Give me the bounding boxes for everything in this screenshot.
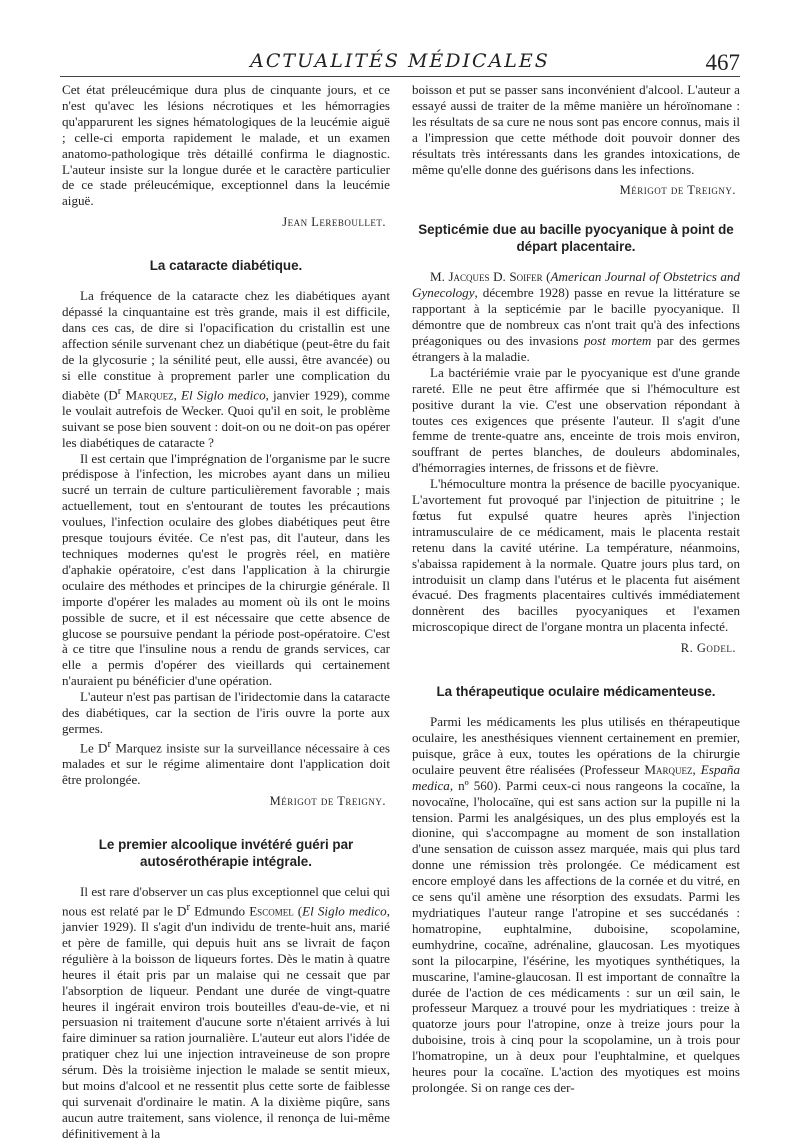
septicemie-paragraph-1: M. Jacques D. Soifer (American Journal of Obstetrics and Gynecology, décembre 1928) passe en revue la littérature se rapportant à la septicémie par le bacille pyocyanique. Il démontre que de nombreux cas n'ont trait qu'à des infections préagoniques ou des invasions post mortem par des germes étrangers à la maladie. [412, 269, 740, 364]
cataracte-signature: Mérigot de Treigny. [269, 793, 386, 808]
septicemie-paragraph-2: La bactériémie vraie par le pyocyanique est d'une grande rareté. Elle ne peut être affirmée que si l'hémoculture est positive durant la vie. C'est une observation répondant à toutes ces exigences que présente l'auteur. Il s'agit d'une femme de trente-quatre ans, enceinte de trois mois environ, souffrant de pertes blanches, de douleurs abdominales, d'hémorragies internes, de frissons et de fièvre. [412, 364, 740, 476]
left-column [62, 82, 390, 1142]
page-number: 467 [705, 50, 740, 75]
intro-paragraph: Cet état préleucémique dura plus de cinquante jours, et ce n'est qu'avec les lésions nécrotiques et les hémorragies qu'apparurent les signes hématologiques de la leucémie aiguë ; celle-ci emporta rapidement le malade, et un examen anatomo-pathologique très détaillé confirma le diagnostic. L'auteur insiste sur la longue durée et le caractère particulier de ce stade préleucémique, exceptionnel dans la leucémie aiguë. [62, 82, 390, 209]
cataracte-paragraph-3: L'auteur n'est pas partisan de l'iridectomie dans la cataracte des diabétiques, car la section de l'iris ouvre la porte aux germes. [62, 689, 390, 736]
cataracte-paragraph-1: La fréquence de la cataracte chez les diabétiques ayant dépassé la cinquantaine est très grande, mais il est difficile, dans ces cas, de dire si l'opacification du cristallin est une affection sénile survenant chez un diabétique (peut-être du fait de la glycosurie ; la sénilité peut, elle aussi, être avancée) ou si elle constitue à proprement parler une complication du diabète ($D^r$ Marquez, El Siglo medico, janvier 1929), comme le voulait autrefois de Wecker. Quoi qu'il en soit, le problème suivant se pose bien souvent : doit-on ou ne doit-on pas opérer les diabétiques de cataracte ? [62, 288, 390, 450]
running-head [60, 50, 740, 77]
heading-alcoolique: Le premier alcoolique invétéré guéri par autosérothérapie intégrale. [98, 836, 354, 869]
heading-cataracte: La cataracte diabétique. [149, 258, 303, 274]
septicemie-signature: R. Godel. [680, 641, 736, 656]
intro-signature: Jean Lereboullet. [282, 215, 386, 230]
cataracte-paragraph-2: Il est certain que l'imprégnation de l'organisme par le sucre prédispose à l'infection, les microbes ayant dans un milieu sucré un terrain de culture particulièrement favorable ; mais actuellement, tout en s'entourant de toutes les précautions voulues, l'infection oculaire des globes diabétiques peut être presque toujours évitée. Ce n'est pas, dit l'auteur, dans les techniques modernes qu'est le progrès réel, en matière d'aphakie opératoire, c'est dans l'application à la chirurgie oculaire des méthodes et principes de la chirurgie générale. Il importe d'opérer les malades au moment où ils ont le moins possible de sucre, et il est nécessaire que cette absence de glucose se poursuive pendant la période post-opératoire. C'est à ce titre que l'insuline nous a rendu de grands services, car elle a permis d'opérer des vieillards qui certainement n'auraient pu bénéficier d'une opération. [62, 450, 390, 689]
cataracte-paragraph-4: Le $D^r$ Marquez insiste sur la surveillance nécessaire à ces malades et sur le régime alimentaire dont l'application doit être prolongée. [62, 737, 390, 788]
septicemie-paragraph-3: L'hémoculture montra la présence de bacille pyocyanique. L'avortement fut provoqué par l'injection de pituitrine ; le fœtus fut expulsé quatre heures après l'injection intramusculaire de ce médicament, mais le placenta restait retenu dans la cavité utérine. La température, néanmoins, s'abaissa rapidement à la normale. Quatre jours plus tard, on introduisit un clamp dans l'utérus et le placenta fut aisément évacué. Des fragments placentaires cultivés immédiatement donnèrent des bacilles pyocyaniques et l'examen microscopique direct de l'organe montra un placenta infecté. [412, 476, 740, 635]
continued-signature: Mérigot de Treigny. [619, 183, 736, 198]
heading-septicemie: Septicémie due au bacille pyocyanique à point de départ placentaire. [418, 222, 734, 255]
right-column [412, 82, 740, 1096]
alcoolique-paragraph-1: Il est rare d'observer un cas plus exceptionnel que celui qui nous est relaté par le $D^r$ Edmundo Escomel (El Siglo medico, janvier 1929). Il s'agit d'un individu de trente-huit ans, marié et père de famille, qui depuis huit ans se livrait de façon régulière à la boisson de liqueurs fortes. Dès le matin à quatre heures il était pris par un malaise qui ne cessait que par l'absorption de liqueur. Pendant une durée de vingt-quatre heures il ingérait environ trois bouteilles d'eau-de-vie, et ni persuasion ni traitement d'aucune sorte n'étaient arrivés à lui faire diminuer sa ration journalière. L'auteur eut alors l'idée de pratiquer chez lui une injection intraveineuse de son propre sérum. Dès la troisième injection le malade se sentit mieux, but moins d'alcool et ne ressentit plus cette sorte de faiblesse qui survenait d'ordinaire le matin. A la dixième piqûre, sans aucun autre traitement, sans violence, il renonça de lui-même définitivement à la [62, 883, 390, 1141]
running-title: ACTUALITÉS MÉDICALES [250, 50, 550, 72]
continued-paragraph: boisson et put se passer sans inconvénient d'alcool. L'auteur a essayé aussi de traiter de la même manière un héroïnomane : les résultats de sa cure ne nous sont pas encore connus, mais il a l'impression que cette méthode doit pouvoir donner des résultats très intéressants dans les grandes intoxications, de même qu'elle donne des guérisons dans les infections. [412, 82, 740, 177]
therapeutique-paragraph-1: Parmi les médicaments les plus utilisés en thérapeutique oculaire, les anesthésiques viennent certainement en premier, puisque, grâce à eux, toutes les opérations de la chirurgie oculaire peuvent être réalisées (Professeur Marquez, España medica, nº 560). Parmi ceux-ci nous rangeons la cocaïne, la novocaïne, l'holocaïne, qui est sans action sur la pupille ni la tension. Parmi les analgésiques, un des plus employés est la dionine, qui s'accompagne au moment de son installation d'une sensation de cuisson assez marquée, mais qui plus tard donne une rémission très prolongée. Ce médicament est encore employé dans les affections de la cornée et du vitré, en ce sens qu'il amène une résorption des exsudats. Parmi les mydriatiques l'auteur range l'atropine et ses succédanés : homatropine, euphtalmine, duboisine, scopolamine, eumhydrine, cocaïne, adrénaline, glaucosan. Les myotiques sont la pilocarpine, l'ésérine, les myotiques synthétiques, la muscarine, l'amine-glaucosan. Il est important de connaître la durée de l'action de ces médicaments : sur un œil sain, le professeur Marquez a trouvé pour les mydriatiques : treize à quatorze jours pour l'atropine, onze à treize jours pour la duboisine, trois à cinq pour la scopolamine, un à trois pour l'homatropine, un à deux pour l'euphtalmine, et quelques heures pour la cocaïne. L'action des myotiques est moins prolongée. Si on range ces der- [412, 714, 740, 1095]
heading-therapeutique: La thérapeutique oculaire médicamenteuse. [436, 684, 716, 700]
